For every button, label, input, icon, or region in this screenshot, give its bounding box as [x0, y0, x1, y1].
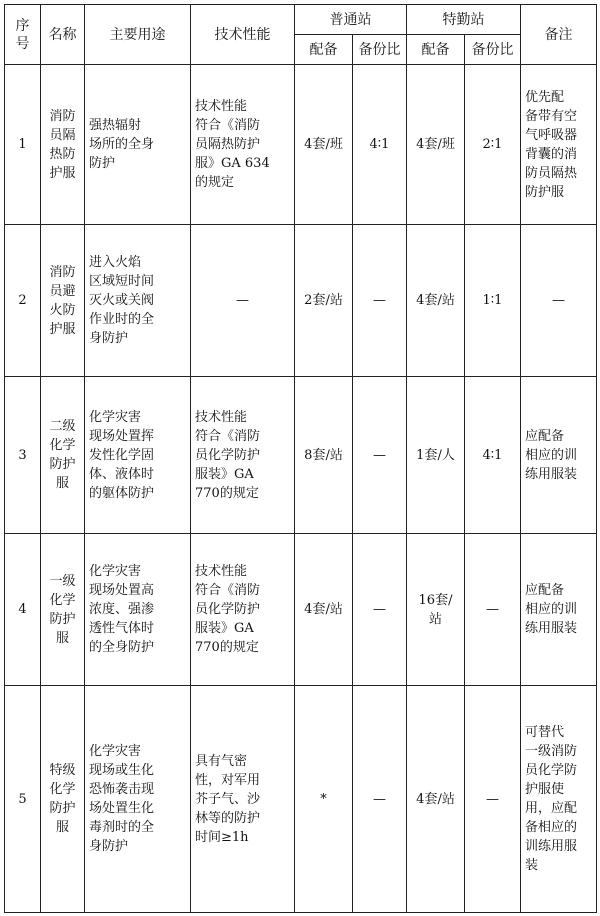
table-row [5, 225, 597, 377]
header-performance: 技术性能 [191, 5, 295, 65]
header-seq: 序号 [5, 5, 41, 65]
cell-remarks: 可替代 一级消防 员化学防 护服使 用，应配 备相应的 训练用服 装 [521, 686, 597, 913]
cell-seq: 2 [5, 225, 41, 377]
cell-seq: 1 [5, 65, 41, 225]
header-special-station: 特勤站 [407, 5, 521, 35]
cell-usage: 化学灾害 现场处置高 浓度、强渗 透性气体时 的全身防护 [85, 534, 191, 686]
cell-name: 一级 化学 防护 服 [41, 534, 85, 686]
cell-remarks: 优先配 备带有空 气呼吸器 背囊的消 防员隔热 防护服 [521, 65, 597, 225]
cell-name: 消防 员隔 热防 护服 [41, 65, 85, 225]
cell-usage: 强热辐射 场所的全身 防护 [85, 65, 191, 225]
cell-remarks: — [521, 225, 597, 377]
cell-seq: 4 [5, 534, 41, 686]
header-row-1 [5, 5, 597, 35]
cell-usage: 化学灾害 现场处置挥 发性化学固 体、液体时 的躯体防护 [85, 377, 191, 534]
cell-special-ratio: — [465, 686, 521, 913]
cell-special-ratio: 1∶1 [465, 225, 521, 377]
cell-special-equip: 16套/ 站 [407, 534, 465, 686]
cell-seq: 5 [5, 686, 41, 913]
header-special-equip: 配备 [407, 35, 465, 65]
cell-special-ratio: — [465, 534, 521, 686]
header-name: 名称 [41, 5, 85, 65]
header-usage: 主要用途 [85, 5, 191, 65]
cell-usage: 进入火焰 区域短时间 灭火或关阀 作业时的全 身防护 [85, 225, 191, 377]
header-normal-ratio: 备份比 [353, 35, 407, 65]
cell-normal-equip: 4套/班 [295, 65, 353, 225]
cell-normal-equip: 2套/站 [295, 225, 353, 377]
cell-performance: — [191, 225, 295, 377]
table-row [5, 686, 597, 913]
header-special-ratio: 备份比 [465, 35, 521, 65]
cell-remarks: 应配备 相应的训 练用服装 [521, 377, 597, 534]
cell-normal-ratio: 4∶1 [353, 65, 407, 225]
table-row [5, 65, 597, 225]
header-normal-equip: 配备 [295, 35, 353, 65]
protective-clothing-table [4, 4, 597, 913]
cell-performance: 技术性能 符合《消防 员化学防护 服装》GA 770的规定 [191, 377, 295, 534]
equipment-table-document [4, 4, 596, 912]
cell-usage: 化学灾害 现场或生化 恐怖袭击现 场处置生化 毒剂时的全 身防护 [85, 686, 191, 913]
cell-special-equip: 4套/站 [407, 686, 465, 913]
cell-performance: 技术性能 符合《消防 员隔热防护 服》GA 634 的规定 [191, 65, 295, 225]
cell-special-ratio: 2∶1 [465, 65, 521, 225]
header-normal-station: 普通站 [295, 5, 407, 35]
header-remarks: 备注 [521, 5, 597, 65]
cell-seq: 3 [5, 377, 41, 534]
cell-remarks: 应配备 相应的训 练用服装 [521, 534, 597, 686]
cell-performance: 具有气密 性，对军用 芥子气、沙 林等的防护 时间≥1h [191, 686, 295, 913]
cell-special-equip: 4套/站 [407, 225, 465, 377]
cell-normal-ratio: — [353, 377, 407, 534]
cell-normal-ratio: — [353, 534, 407, 686]
cell-performance: 技术性能 符合《消防 员化学防护 服装》GA 770的规定 [191, 534, 295, 686]
cell-normal-ratio: — [353, 225, 407, 377]
cell-name: 二级 化学 防护 服 [41, 377, 85, 534]
table-row [5, 534, 597, 686]
table-row [5, 377, 597, 534]
cell-name: 特级 化学 防护 服 [41, 686, 85, 913]
cell-special-equip: 4套/班 [407, 65, 465, 225]
cell-normal-equip: 8套/站 [295, 377, 353, 534]
cell-normal-equip: 4套/站 [295, 534, 353, 686]
cell-special-equip: 1套/人 [407, 377, 465, 534]
cell-normal-equip: * [295, 686, 353, 913]
cell-name: 消防 员避 火防 护服 [41, 225, 85, 377]
cell-special-ratio: 4∶1 [465, 377, 521, 534]
cell-normal-ratio: — [353, 686, 407, 913]
